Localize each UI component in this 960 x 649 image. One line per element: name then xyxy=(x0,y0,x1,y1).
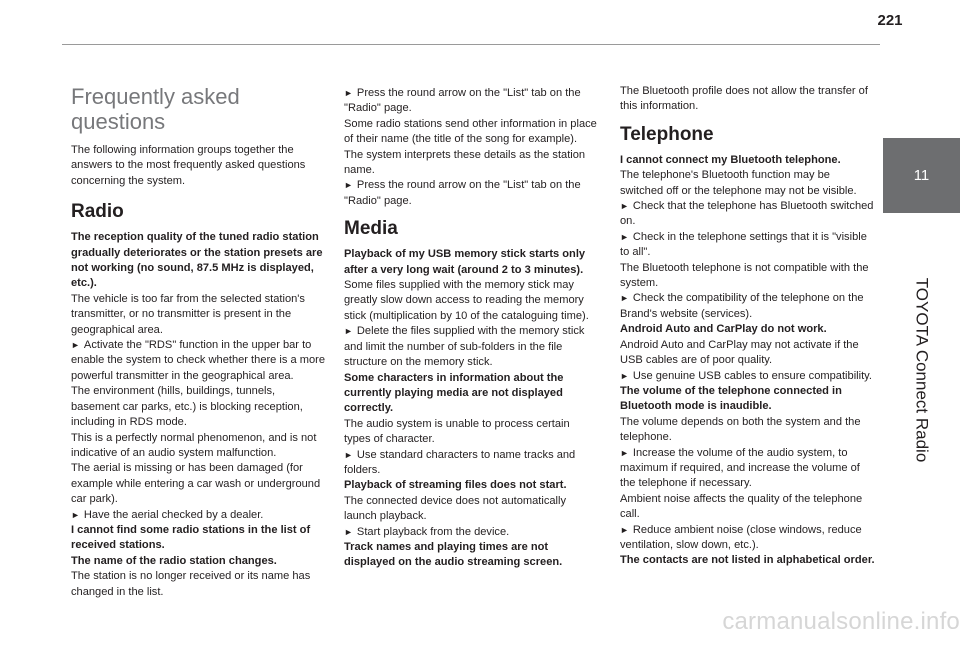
section-heading-telephone: Telephone xyxy=(620,123,714,145)
faq-answer: The station is no longer received or its name has changed in the list. xyxy=(71,570,311,598)
chapter-title-container xyxy=(906,225,936,515)
faq-action: ► Delete the files supplied with the memory stick and limit the number of sub-folders in the file structure on the memory stick. xyxy=(344,324,599,370)
faq-question: Some characters in information about the currently playing media are not displayed correctly. xyxy=(344,371,564,415)
faq-answer: The aerial is missing or has been damaged (for example while entering a car wash or underground car park). xyxy=(71,462,321,506)
faq-action: ► Activate the "RDS" function in the upper bar to enable the system to check whether there is a more powerful transmitter in the geographical area. xyxy=(71,338,326,384)
faq-question: I cannot connect my Bluetooth telephone. xyxy=(620,153,841,166)
faq-question: The reception quality of the tuned radio station gradually deteriorates or the station presets are not working (no sound, 87.5 MHz is displayed, etc.). xyxy=(71,231,323,290)
column-2 xyxy=(344,86,599,571)
faq-action: ► Increase the volume of the audio system, to maximum if required, and increase the volume of the telephone if necessary. xyxy=(620,446,875,492)
section-heading-radio: Radio xyxy=(71,201,124,223)
intro-text: The following information groups together the answers to the most frequently asked questions concerning the system. xyxy=(71,144,306,187)
column-1 xyxy=(71,84,326,600)
faq-answer: The audio system is unable to process certain types of character. xyxy=(344,417,570,446)
faq-answer: The environment (hills, buildings, tunnels, basement car parks, etc.) is blocking reception, including in RDS mode. xyxy=(71,385,303,429)
faq-action: ► Use genuine USB cables to ensure compatibility. xyxy=(620,369,875,384)
faq-action: ► Reduce ambient noise (close windows, reduce ventilation, slow down, etc.). xyxy=(620,523,875,554)
page-number: 221 xyxy=(877,12,903,29)
faq-answer: The Bluetooth profile does not allow the transfer of this information. xyxy=(620,85,868,113)
faq-action: ► Use standard characters to name tracks and folders. xyxy=(344,448,599,479)
faq-answer: Ambient noise affects the quality of the telephone call. xyxy=(620,492,863,521)
faq-action: ► Start playback from the device. xyxy=(344,525,599,540)
column-3 xyxy=(620,84,875,569)
watermark: carmanualsonline.info xyxy=(722,608,960,635)
faq-question: Playback of my USB memory stick starts only after a very long wait (around 2 to 3 minutes). xyxy=(344,248,586,276)
faq-question: I cannot find some radio stations in the list of received stations. xyxy=(71,523,311,552)
chapter-tab: 11 xyxy=(883,138,960,213)
page-title: Frequently asked questions xyxy=(71,84,240,134)
section-heading-media: Media xyxy=(344,218,398,240)
faq-answer: The telephone's Bluetooth function may be switched off or the telephone may not be visible. xyxy=(620,169,857,197)
faq-question: The contacts are not listed in alphabetical order. xyxy=(620,554,875,567)
faq-action: ► Check the compatibility of the telephone on the Brand's website (services). xyxy=(620,291,875,322)
faq-answer: This is a perfectly normal phenomenon, and is not indicative of an audio system malfunction. xyxy=(71,431,317,459)
faq-question: Track names and playing times are not displayed on the audio streaming screen. xyxy=(344,540,563,569)
faq-answer: The Bluetooth telephone is not compatible with the system. xyxy=(620,261,869,290)
faq-action: ► Check that the telephone has Bluetooth switched on. xyxy=(620,199,875,230)
faq-answer: Android Auto and CarPlay may not activate if the USB cables are of poor quality. xyxy=(620,338,859,367)
faq-answer: The connected device does not automatically launch playback. xyxy=(344,494,567,523)
faq-answer: Some files supplied with the memory stick may greatly slow down access to reading the memory stick (multiplication by 10 of the cataloguing time). xyxy=(344,279,589,322)
header-rule xyxy=(62,44,880,45)
faq-answer: The system interprets these details as the station name. xyxy=(344,148,586,177)
faq-action: ► Press the round arrow on the "List" tab on the "Radio" page. xyxy=(344,178,599,209)
faq-question: Android Auto and CarPlay do not work. xyxy=(620,323,827,336)
faq-action: ► Check in the telephone settings that it is "visible to all". xyxy=(620,230,875,261)
faq-answer: Some radio stations send other information in place of their name (the title of the song for example). xyxy=(344,117,597,146)
faq-answer: The volume depends on both the system and the telephone. xyxy=(620,415,861,444)
faq-question: The name of the radio station changes. xyxy=(71,554,277,567)
faq-question: The volume of the telephone connected in Bluetooth mode is inaudible. xyxy=(620,384,842,413)
faq-action: ► Have the aerial checked by a dealer. xyxy=(71,508,326,523)
faq-question: Playback of streaming files does not start. xyxy=(344,479,567,492)
faq-action: ► Press the round arrow on the "List" tab on the "Radio" page. xyxy=(344,86,599,117)
faq-answer: The vehicle is too far from the selected station's transmitter, or no transmitter is present in the geographical area. xyxy=(71,292,305,336)
chapter-title: TOYOTA Connect Radio xyxy=(912,277,932,463)
